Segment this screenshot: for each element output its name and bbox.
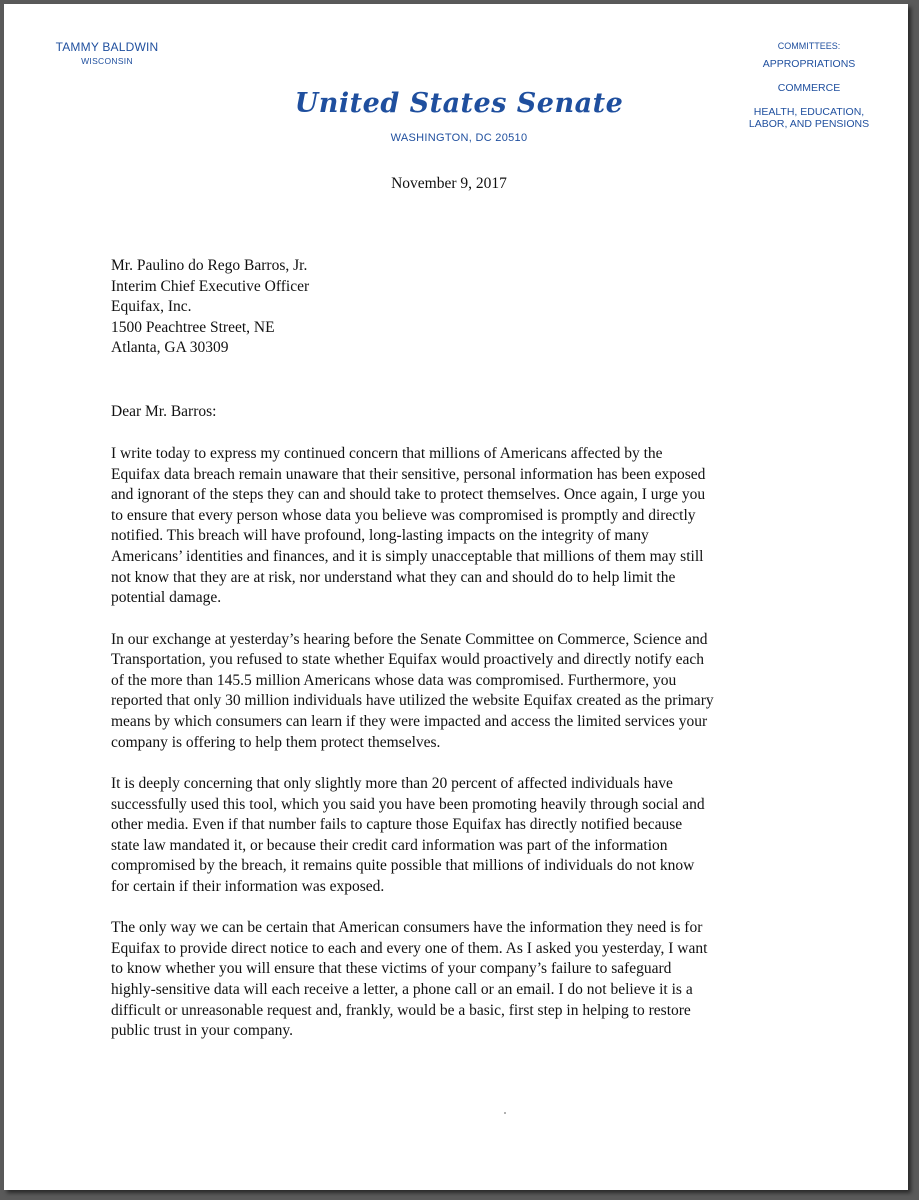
senate-title: United States Senate: [294, 88, 624, 119]
letter-body: [111, 444, 831, 1063]
body-line: successfully used this tool, which you said you have been promoting heavily through social and: [111, 795, 705, 813]
body-line: means by which consumers can learn if they were impacted and access the limited services your: [111, 712, 708, 730]
body-line: It is deeply concerning that only slightly more than 20 percent of affected individuals have: [111, 774, 673, 792]
body-line: not know that they are at risk, nor understand what they can and should do to help limit the: [111, 568, 676, 586]
body-line: compromised by the breach, it remains quite possible that millions of individuals do not know: [111, 857, 695, 875]
senator-block: [32, 40, 182, 66]
committees-heading: COMMITTEES:: [777, 41, 841, 51]
body-line: for certain if their information was exposed.: [111, 877, 385, 895]
body-line: Transportation, you refused to state whether Equifax would proactively and directly notify each: [111, 651, 704, 669]
committees-block: [734, 40, 884, 130]
recipient-line: Equifax, Inc.: [111, 298, 192, 316]
body-line: In our exchange at yesterday’s hearing before the Senate Committee on Commerce, Science and: [111, 630, 708, 648]
senator-name: TAMMY BALDWIN: [55, 40, 159, 54]
committee-appropriations: APPROPRIATIONS: [762, 58, 856, 70]
committee-commerce: COMMERCE: [777, 82, 841, 94]
senate-city: WASHINGTON, DC 20510: [390, 132, 528, 144]
body-line: difficult or unreasonable request and, frankly, would be a basic, first step in helping to restore: [111, 1001, 691, 1019]
body-line: of the more than 145.5 million Americans whose data was compromised. Furthermore, you: [111, 671, 677, 689]
body-line: Equifax to provide direct notice to each and every one of them. As I asked you yesterday, I want: [111, 939, 708, 957]
body-line: reported that only 30 million individuals have utilized the website Equifax created as the primary: [111, 692, 714, 710]
paper-speck: [504, 1112, 506, 1114]
body-line: Americans’ identities and finances, and it is simply unacceptable that millions of them may still: [111, 547, 704, 565]
body-line: state law mandated it, or because their credit card information was part of the information: [111, 836, 668, 854]
recipient-line: Interim Chief Executive Officer: [111, 277, 310, 295]
body-line: Equifax data breach remain unaware that their sensitive, personal information has been exposed: [111, 465, 706, 483]
body-line: and ignorant of the steps they can and should take to protect themselves. Once again, I urge you: [111, 486, 706, 504]
body-line: other media. Even if that number fails to capture those Equifax has directly notified because: [111, 816, 683, 834]
letter-page: [4, 4, 908, 1190]
senator-state: WISCONSIN: [81, 56, 133, 66]
recipient-line: Mr. Paulino do Rego Barros, Jr.: [111, 257, 308, 274]
salutation: Dear Mr. Barros:: [111, 403, 217, 420]
body-line: to know whether you will ensure that these victims of your company’s failure to safeguard: [111, 960, 672, 978]
recipient-address: [111, 256, 711, 359]
body-line: company is offering to help them protect themselves.: [111, 733, 441, 751]
recipient-line: 1500 Peachtree Street, NE: [111, 318, 275, 336]
body-line: highly-sensitive data will each receive a letter, a phone call or an email. I do not believe it is a: [111, 981, 693, 999]
body-line: potential damage.: [111, 589, 222, 607]
committee-help-line1: HEALTH, EDUCATION,: [753, 106, 865, 118]
recipient-line: Atlanta, GA 30309: [111, 339, 229, 357]
body-line: to ensure that every person whose data you believe was compromised is promptly and directly: [111, 506, 696, 524]
paragraph-1: [111, 444, 831, 609]
body-line: public trust in your company.: [111, 1022, 293, 1040]
paragraph-4: [111, 918, 831, 1042]
letter-date: November 9, 2017: [391, 175, 507, 192]
paragraph-2: [111, 630, 831, 754]
committee-help-line2: LABOR, AND PENSIONS: [748, 118, 870, 130]
body-line: notified. This breach will have profound, long-lasting impacts on the integrity of many: [111, 527, 649, 545]
paragraph-3: [111, 774, 831, 898]
body-line: I write today to express my continued concern that millions of Americans affected by the: [111, 445, 663, 462]
body-line: The only way we can be certain that American consumers have the information they need is for: [111, 919, 703, 937]
